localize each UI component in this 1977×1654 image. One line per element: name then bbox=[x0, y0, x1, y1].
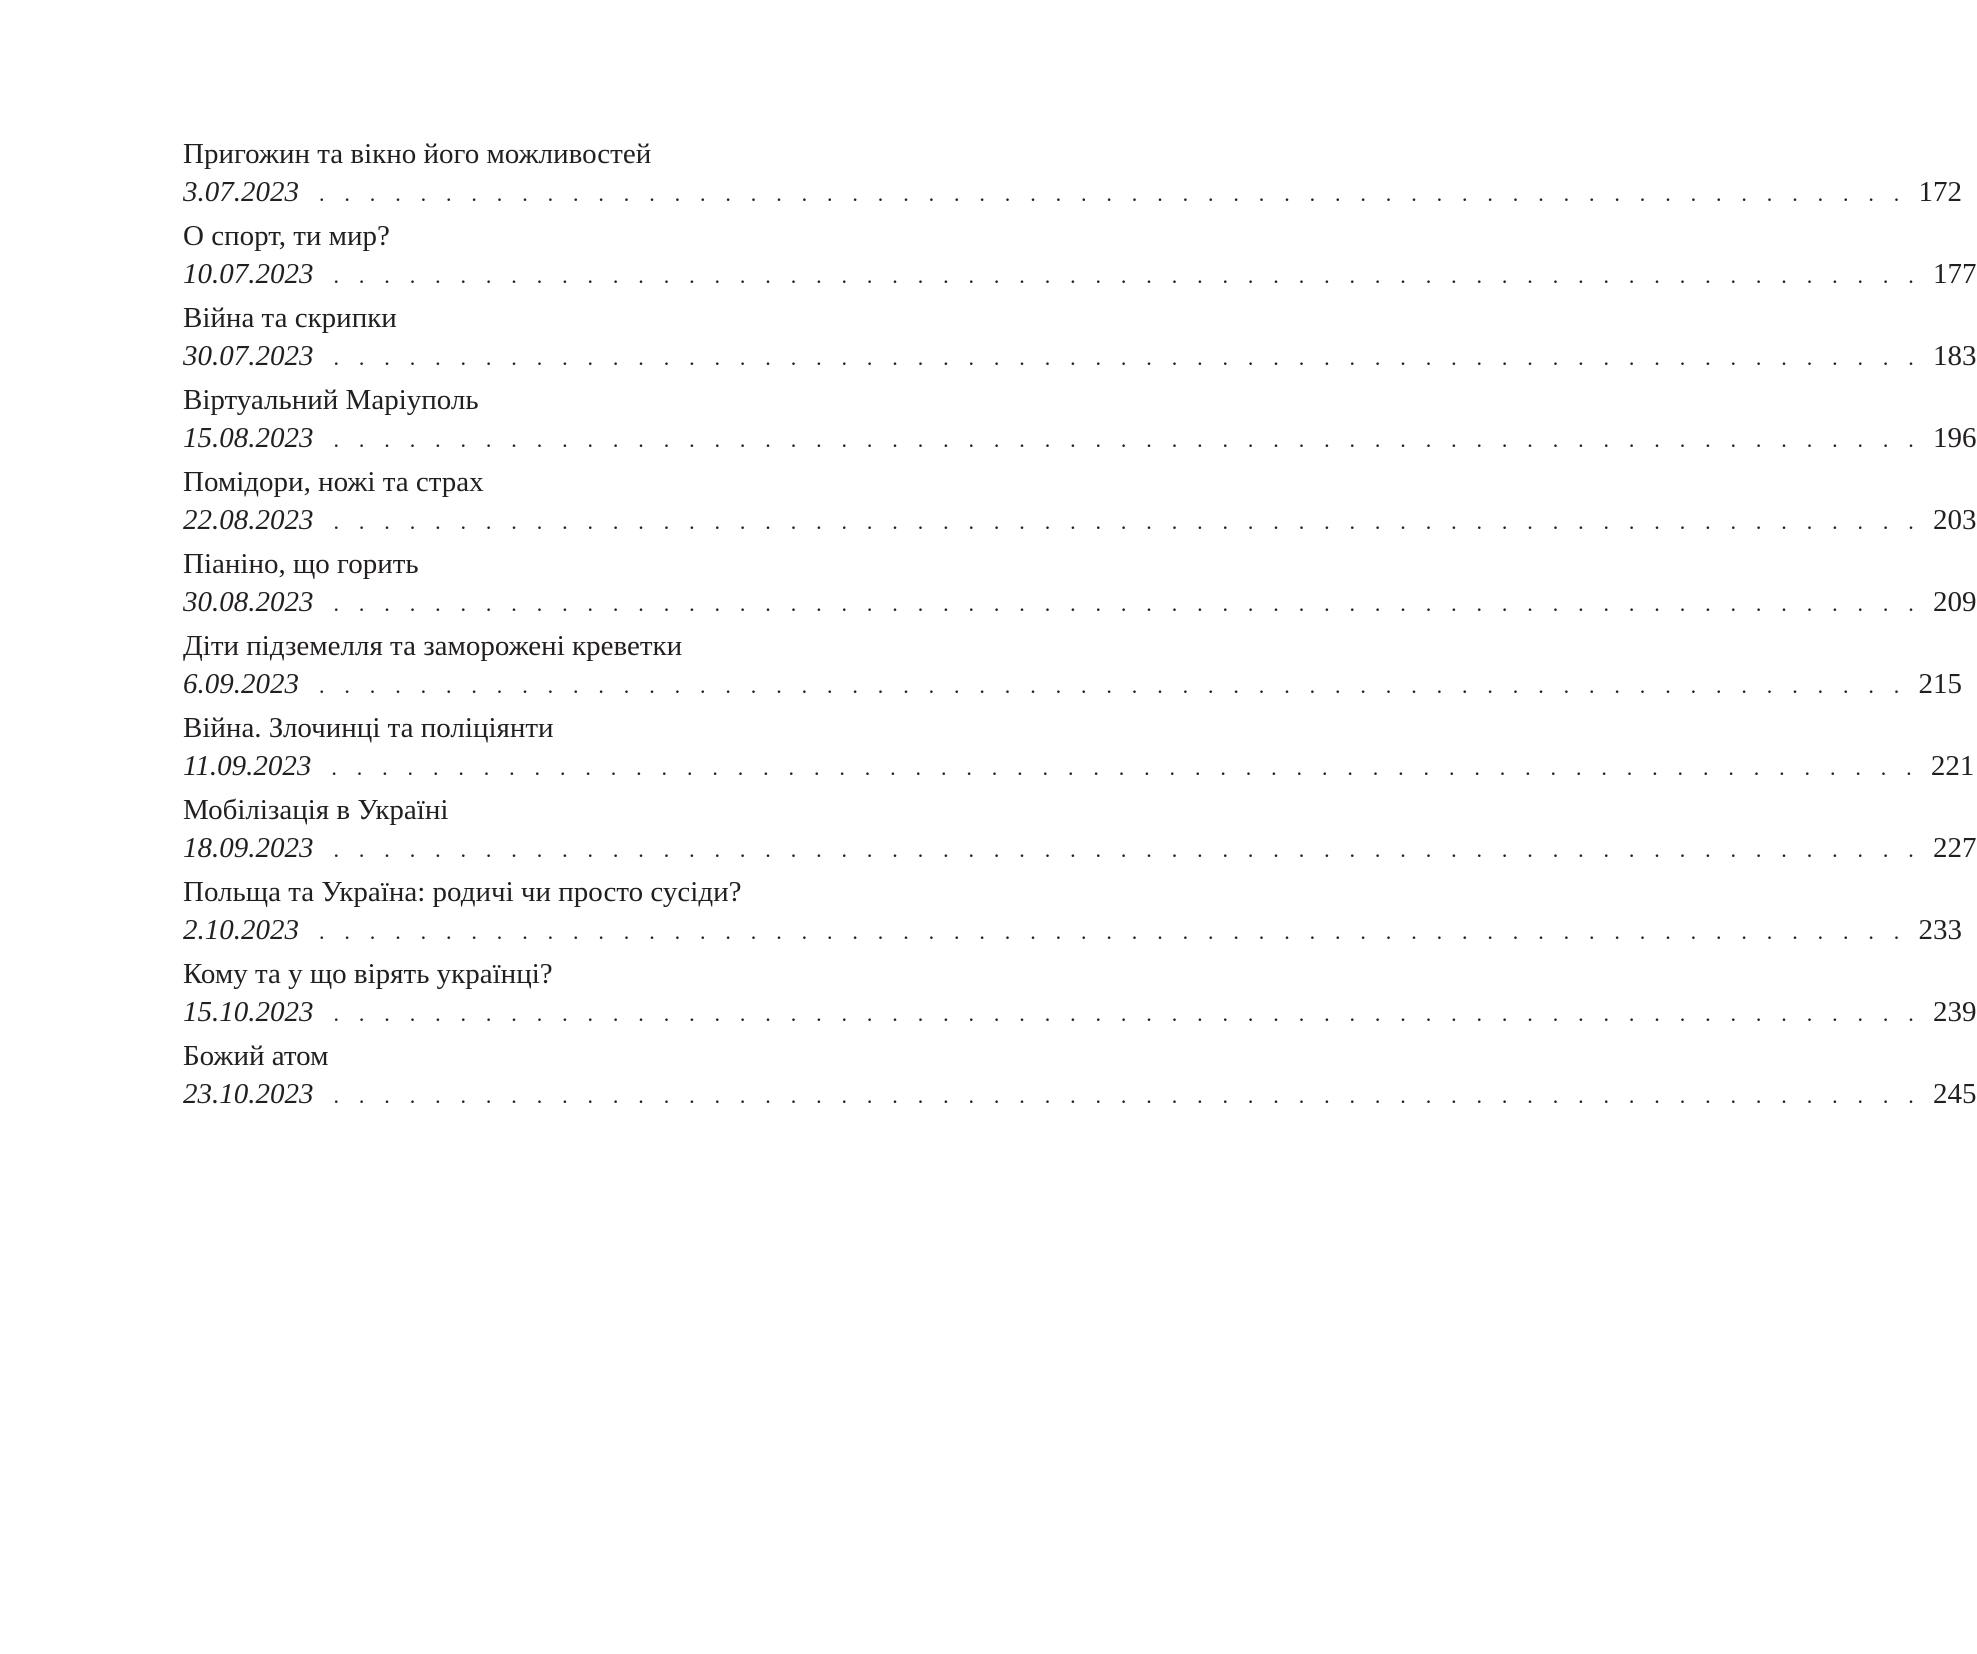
toc-entry[interactable] bbox=[183, 790, 1977, 872]
entry-line bbox=[183, 830, 1977, 866]
entry-title: Віртуальний Маріуполь bbox=[183, 384, 479, 416]
entry-page-number: 183 bbox=[1933, 340, 1977, 372]
entry-page-number: 227 bbox=[1933, 832, 1977, 864]
entry-date: 3.07.2023 bbox=[183, 176, 299, 208]
entry-date: 18.09.2023 bbox=[183, 832, 314, 864]
entry-date: 2.10.2023 bbox=[183, 914, 299, 946]
entry-page-number: 203 bbox=[1933, 504, 1977, 536]
toc-entry[interactable] bbox=[183, 626, 1962, 708]
entry-line bbox=[183, 420, 1977, 456]
entry-page-number: 245 bbox=[1933, 1078, 1977, 1110]
entry-title: Пригожин та вікно його можливостей bbox=[183, 138, 652, 170]
entry-title: Піаніно, що горить bbox=[183, 548, 419, 580]
entry-line bbox=[183, 174, 1962, 210]
toc-entry[interactable] bbox=[183, 708, 1975, 790]
entry-line bbox=[183, 666, 1962, 702]
dot-leader: . . . . . . . . . . . . . . . . . . . . . . . . . . . . . . . . . . . . . . . . . . . . . . . . . . . . . . . . . . . . . . . bbox=[333, 263, 1921, 288]
entry-line bbox=[183, 1076, 1977, 1112]
dot-leader: . . . . . . . . . . . . . . . . . . . . . . . . . . . . . . . . . . . . . . . . . . . . . . . . . . . . . . . . . . . . . . . bbox=[333, 345, 1921, 370]
dot-leader: . . . . . . . . . . . . . . . . . . . . . . . . . . . . . . . . . . . . . . . . . . . . . . . . . . . . . . . . . . . . . . . bbox=[333, 591, 1921, 616]
entry-title: Діти підземелля та заморожені креветки bbox=[183, 630, 683, 662]
entry-title: Війна та скрипки bbox=[183, 302, 397, 334]
toc-entry[interactable] bbox=[183, 216, 1977, 298]
entry-date: 30.08.2023 bbox=[183, 586, 314, 618]
entry-page-number: 239 bbox=[1933, 996, 1977, 1028]
entry-title: Мобілізація в Україні bbox=[183, 794, 449, 826]
dot-leader: . . . . . . . . . . . . . . . . . . . . . . . . . . . . . . . . . . . . . . . . . . . . . . . . . . . . . . . . . . . . . . . bbox=[319, 181, 1907, 206]
toc-entry[interactable] bbox=[183, 298, 1977, 380]
entry-line bbox=[183, 256, 1977, 292]
entry-page-number: 221 bbox=[1930, 750, 1975, 782]
entry-title: О спорт, ти мир? bbox=[183, 220, 390, 252]
entry-date: 15.08.2023 bbox=[183, 422, 314, 454]
toc-entry[interactable] bbox=[183, 462, 1977, 544]
dot-leader: . . . . . . . . . . . . . . . . . . . . . . . . . . . . . . . . . . . . . . . . . . . . . . . . . . . . . . . . . . . . . . . bbox=[333, 1001, 1921, 1026]
entry-title: Божий атом bbox=[183, 1040, 329, 1072]
entry-page-number: 233 bbox=[1918, 914, 1962, 946]
entry-line bbox=[183, 994, 1977, 1030]
toc-entry[interactable] bbox=[183, 872, 1962, 954]
entry-date: 6.09.2023 bbox=[183, 668, 299, 700]
entry-date: 15.10.2023 bbox=[183, 996, 314, 1028]
entry-title: Кому та у що вірять українці? bbox=[183, 958, 553, 990]
toc-entry[interactable] bbox=[183, 544, 1977, 626]
dot-leader: . . . . . . . . . . . . . . . . . . . . . . . . . . . . . . . . . . . . . . . . . . . . . . . . . . . . . . . . . . . . . . . bbox=[319, 673, 1907, 698]
entry-line bbox=[183, 584, 1977, 620]
toc-entry[interactable] bbox=[183, 134, 1962, 216]
entry-line bbox=[183, 502, 1977, 538]
dot-leader: . . . . . . . . . . . . . . . . . . . . . . . . . . . . . . . . . . . . . . . . . . . . . . . . . . . . . . . . . . . . . . . bbox=[331, 755, 1919, 780]
entry-page-number: 209 bbox=[1933, 586, 1977, 618]
entry-date: 11.09.2023 bbox=[183, 750, 312, 782]
entry-date: 10.07.2023 bbox=[183, 258, 314, 290]
entry-page-number: 177 bbox=[1933, 258, 1977, 290]
dot-leader: . . . . . . . . . . . . . . . . . . . . . . . . . . . . . . . . . . . . . . . . . . . . . . . . . . . . . . . . . . . . . . . bbox=[333, 427, 1921, 452]
toc-entry[interactable] bbox=[183, 954, 1977, 1036]
dot-leader: . . . . . . . . . . . . . . . . . . . . . . . . . . . . . . . . . . . . . . . . . . . . . . . . . . . . . . . . . . . . . . . bbox=[333, 837, 1921, 862]
dot-leader: . . . . . . . . . . . . . . . . . . . . . . . . . . . . . . . . . . . . . . . . . . . . . . . . . . . . . . . . . . . . . . . bbox=[333, 509, 1921, 534]
entry-line bbox=[183, 338, 1977, 374]
entry-date: 23.10.2023 bbox=[183, 1078, 314, 1110]
entry-date: 22.08.2023 bbox=[183, 504, 314, 536]
dot-leader: . . . . . . . . . . . . . . . . . . . . . . . . . . . . . . . . . . . . . . . . . . . . . . . . . . . . . . . . . . . . . . . bbox=[319, 919, 1907, 944]
entry-line bbox=[183, 912, 1962, 948]
entry-title: Помідори, ножі та страх bbox=[183, 466, 484, 498]
table-of-contents bbox=[183, 134, 1977, 1118]
toc-entry[interactable] bbox=[183, 1036, 1977, 1118]
entry-title: Польща та Україна: родичі чи просто сусіди? bbox=[183, 876, 742, 908]
entry-page-number: 196 bbox=[1933, 422, 1977, 454]
entry-page-number: 172 bbox=[1918, 176, 1962, 208]
entry-date: 30.07.2023 bbox=[183, 340, 314, 372]
entry-title: Війна. Злочинці та поліціянти bbox=[183, 712, 554, 744]
entry-line bbox=[183, 748, 1975, 784]
toc-entry[interactable] bbox=[183, 380, 1977, 462]
entry-page-number: 215 bbox=[1918, 668, 1962, 700]
dot-leader: . . . . . . . . . . . . . . . . . . . . . . . . . . . . . . . . . . . . . . . . . . . . . . . . . . . . . . . . . . . . . . . bbox=[333, 1083, 1921, 1108]
